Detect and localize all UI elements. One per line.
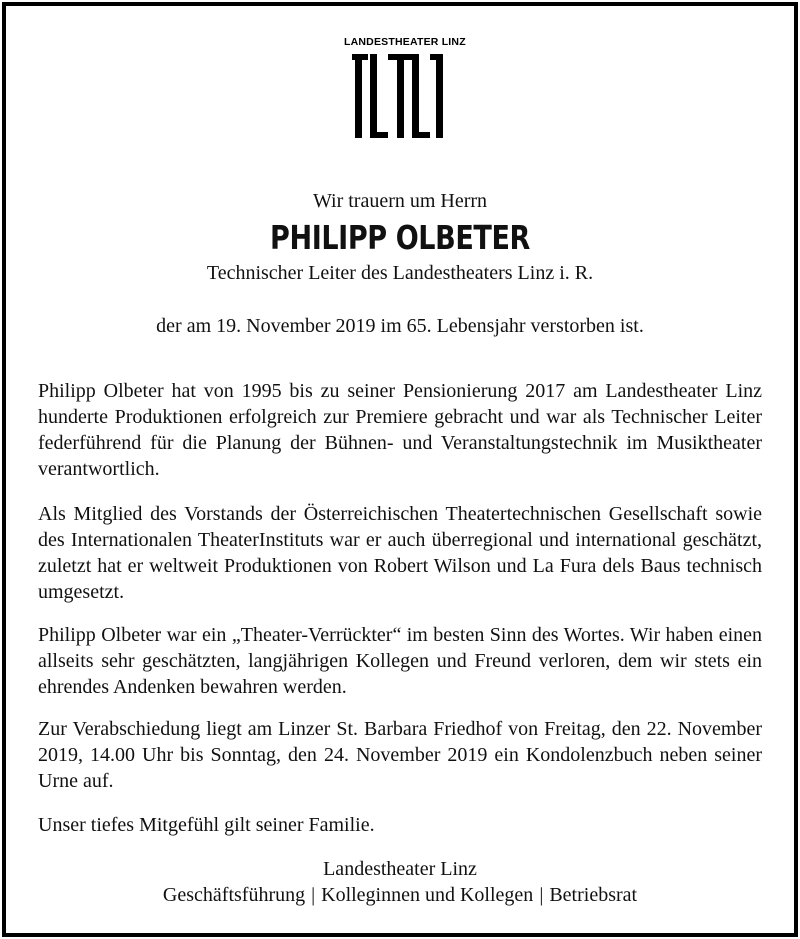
paragraph-tribute: Philipp Olbeter war ein „Theater-Verrückter“ im besten Sinn des Wortes. Wir haben einen allseits sehr geschätzten, langjährigen Kollegen und Freund verloren, dem wir stets ein ehrendes Andenken bewahren werden. xyxy=(38,624,762,698)
role-line: Technischer Leiter des Landestheaters Linz i. R. xyxy=(206,262,594,284)
signature-line xyxy=(0,884,800,907)
signature-separator: | xyxy=(539,884,544,906)
signature-management: Geschäftsführung xyxy=(162,884,306,906)
theater-logo-icon xyxy=(352,54,452,138)
paragraph-career: Philipp Olbeter hat von 1995 bis zu seiner Pensionierung 2017 am Landestheater Linz hunderte Produktionen erfolgreich zur Premiere gebracht und war als Technischer Leiter federführend für die Planung der Bühnen- und Veranstaltungstechnik im Musiktheater verantwortlich. xyxy=(38,380,762,480)
intro-line: Wir trauern um Herrn xyxy=(312,190,488,212)
paragraph-farewell: Zur Verabschiedung liegt am Linzer St. Barbara Friedhof von Freitag, den 22. November 2019, 14.00 Uhr bis Sonntag, den 24. November 2019 ein Kondolenzbuch neben seiner Urne auf. xyxy=(38,718,762,792)
landestheater-logo xyxy=(344,36,466,156)
signature-works-council: Betriebsrat xyxy=(549,884,638,906)
logo-text: LANDESTHEATER LINZ xyxy=(344,36,466,48)
paragraph-membership: Als Mitglied des Vorstands der Österreichischen Theatertechnischen Gesellschaft sowie des Internationalen TheaterInstituts war er auch überregional und international geschätzt, zuletzt hat er weltweit Produktionen von Robert Wilson und La Fura dels Baus technisch umgesetzt. xyxy=(38,503,762,603)
death-line: der am 19. November 2019 im 65. Lebensjahr verstorben ist. xyxy=(156,315,644,337)
signature-colleagues: Kolleginnen und Kollegen xyxy=(321,884,534,906)
paragraph-condolence: Unser tiefes Mitgefühl gilt seiner Familie. xyxy=(38,814,375,836)
signature-separator: | xyxy=(311,884,316,906)
deceased-name: PHILIPP OLBETER xyxy=(270,218,530,257)
signature-org: Landestheater Linz xyxy=(323,858,477,880)
